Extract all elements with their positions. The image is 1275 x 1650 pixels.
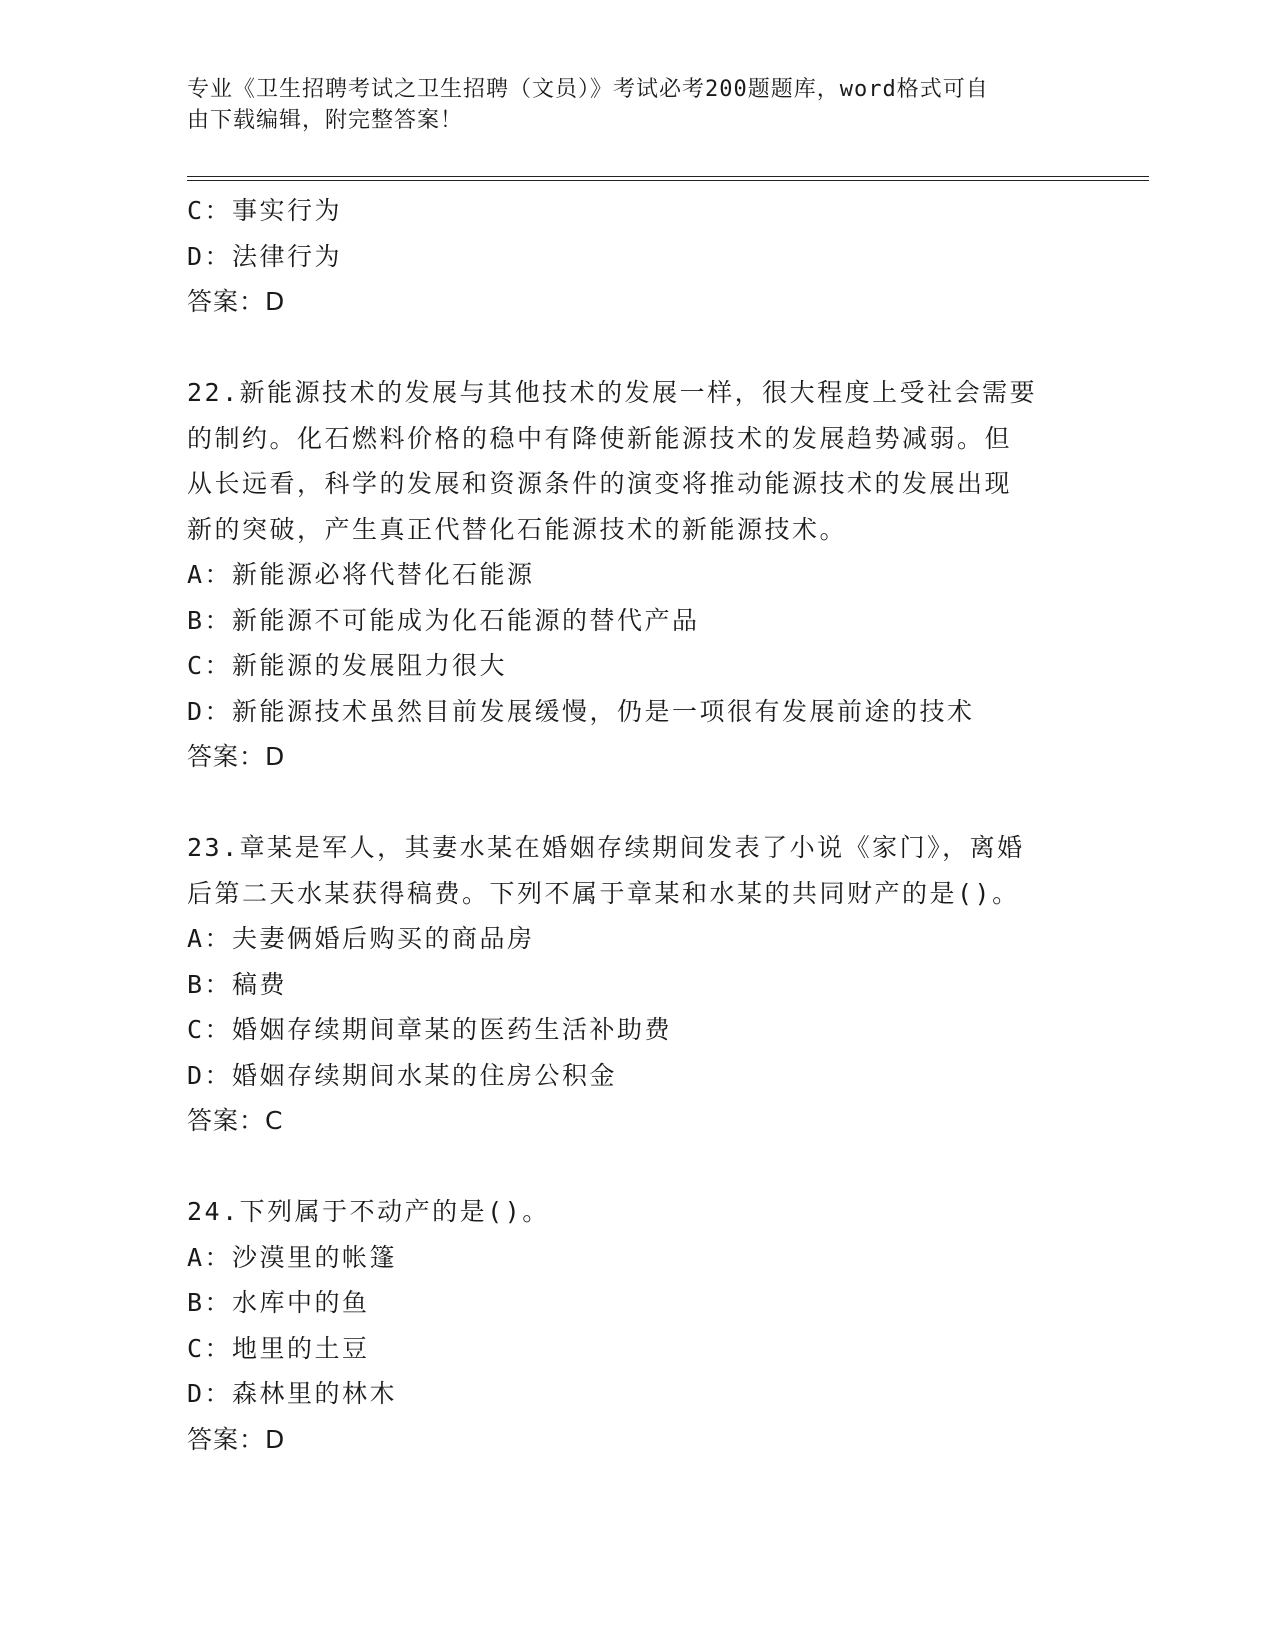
answer-line: 答案：D	[187, 287, 286, 316]
question-text-line: 22.新能源技术的发展与其他技术的发展一样，很大程度上受社会需要	[187, 378, 1038, 407]
option-c: C：婚姻存续期间章某的医药生活补助费	[187, 1015, 673, 1044]
header-line-1: 专业《卫生招聘考试之卫生招聘（文员）》考试必考200题题库，word格式可自	[187, 77, 989, 102]
question-24	[187, 1189, 1087, 1462]
document-header	[187, 74, 1067, 136]
question-text-line: 后第二天水某获得稿费。下列不属于章某和水某的共同财产的是()。	[187, 878, 1020, 908]
option-b: B：水库中的鱼	[187, 1288, 370, 1317]
option-a: A：新能源必将代替化石能源	[187, 560, 535, 589]
question-21-tail	[187, 188, 1087, 325]
option-d: D：法律行为	[187, 241, 343, 271]
question-text-line: 的制约。化石燃料价格的稳中有降使新能源技术的发展趋势减弱。但	[187, 423, 1013, 453]
option-d: D：新能源技术虽然目前发展缓慢，仍是一项很有发展前途的技术	[187, 696, 975, 726]
spacer	[187, 1144, 1087, 1190]
option-b: B：稿费	[187, 969, 288, 999]
option-d: D：森林里的林木	[187, 1379, 398, 1408]
question-23	[187, 825, 1087, 1144]
answer-line: 答案：D	[187, 1424, 286, 1454]
question-text-line: 24.下列属于不动产的是()。	[187, 1197, 550, 1226]
question-text-line: 新的突破，产生真正代替化石能源技术的新能源技术。	[187, 514, 848, 544]
answer-line: 答案：D	[187, 742, 286, 771]
option-d: D：婚姻存续期间水某的住房公积金	[187, 1060, 618, 1090]
answer-line: 答案：C	[187, 1106, 284, 1135]
spacer	[187, 325, 1087, 371]
option-c: C：地里的土豆	[187, 1333, 370, 1363]
header-line-2: 由下载编辑，附完整答案！	[187, 108, 464, 133]
option-c: C：事实行为	[187, 196, 343, 225]
option-a: A：沙漠里的帐篷	[187, 1242, 398, 1272]
option-c: C：新能源的发展阻力很大	[187, 651, 508, 680]
option-a: A：夫妻俩婚后购买的商品房	[187, 924, 535, 953]
question-22	[187, 370, 1087, 780]
question-text-line: 从长远看，科学的发展和资源条件的演变将推动能源技术的发展出现	[187, 469, 1013, 498]
question-content	[187, 188, 1087, 1462]
option-b: B：新能源不可能成为化石能源的替代产品	[187, 605, 700, 635]
header-divider	[187, 176, 1149, 181]
spacer	[187, 780, 1087, 826]
question-text-line: 23.章某是军人，其妻水某在婚姻存续期间发表了小说《家门》，离婚	[187, 833, 1025, 862]
